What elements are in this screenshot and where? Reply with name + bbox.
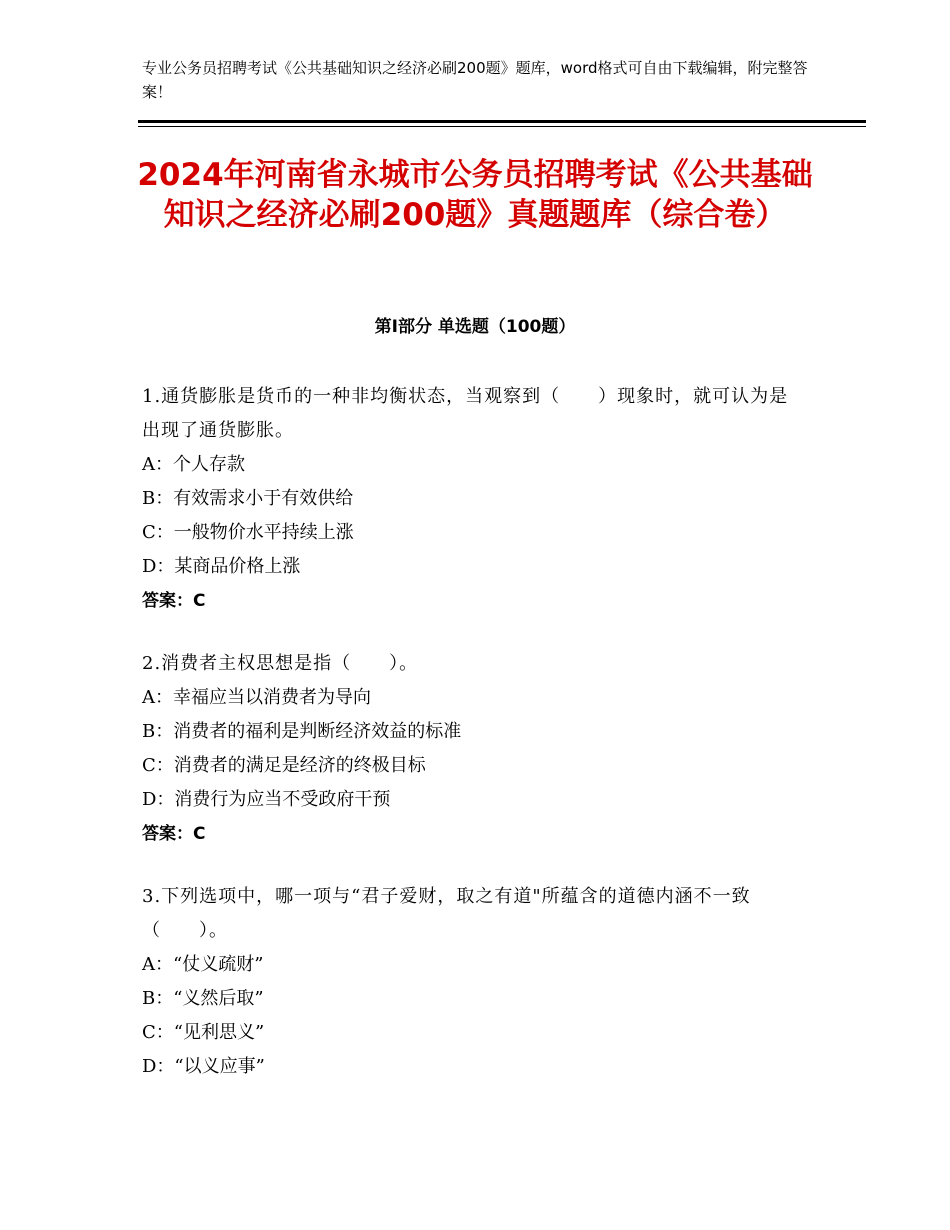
option-b: B：消费者的福利是判断经济效益的标准 — [142, 721, 462, 742]
question-stem: 2.消费者主权思想是指（ ）。 — [142, 653, 419, 674]
option-a: A：个人存款 — [142, 454, 245, 475]
question-3 — [142, 880, 807, 1084]
question-stem: 1.通货膨胀是货币的一种非均衡状态，当观察到（ ）现象时，就可认为是出现了通货膨胀。 — [142, 386, 789, 441]
question-2 — [142, 647, 807, 851]
header-note: 专业公务员招聘考试《公共基础知识之经济必刷200题》题库，word格式可自由下载编辑，附完整答案！ — [142, 59, 808, 101]
option-c: C：“见利思义” — [142, 1022, 265, 1043]
option-a: A：“仗义疏财” — [142, 954, 264, 975]
option-b: B：有效需求小于有效供给 — [142, 488, 354, 509]
answer: 答案：C — [142, 824, 206, 844]
answer: 答案：C — [142, 591, 206, 611]
document-title: 2024年河南省永城市公务员招聘考试《公共基础知识之经济必刷200题》真题题库（综合卷） — [137, 157, 813, 233]
option-d: D：某商品价格上涨 — [142, 556, 301, 577]
question-1 — [142, 380, 807, 618]
header-rule-thin — [138, 126, 866, 127]
section-title: 第Ⅰ部分 单选题（100题） — [374, 317, 576, 337]
header-rule — [138, 120, 866, 123]
question-stem: 3.下列选项中，哪一项与“君子爱财，取之有道"所蕴含的道德内涵不一致（ ）。 — [142, 886, 751, 941]
option-d: D：“以义应事” — [142, 1056, 265, 1077]
option-d: D：消费行为应当不受政府干预 — [142, 789, 391, 810]
option-a: A：幸福应当以消费者为导向 — [142, 687, 371, 708]
option-c: C：一般物价水平持续上涨 — [142, 522, 354, 543]
option-b: B：“义然后取” — [142, 988, 264, 1009]
option-c: C：消费者的满足是经济的终极目标 — [142, 755, 426, 776]
question-list — [142, 380, 807, 1113]
